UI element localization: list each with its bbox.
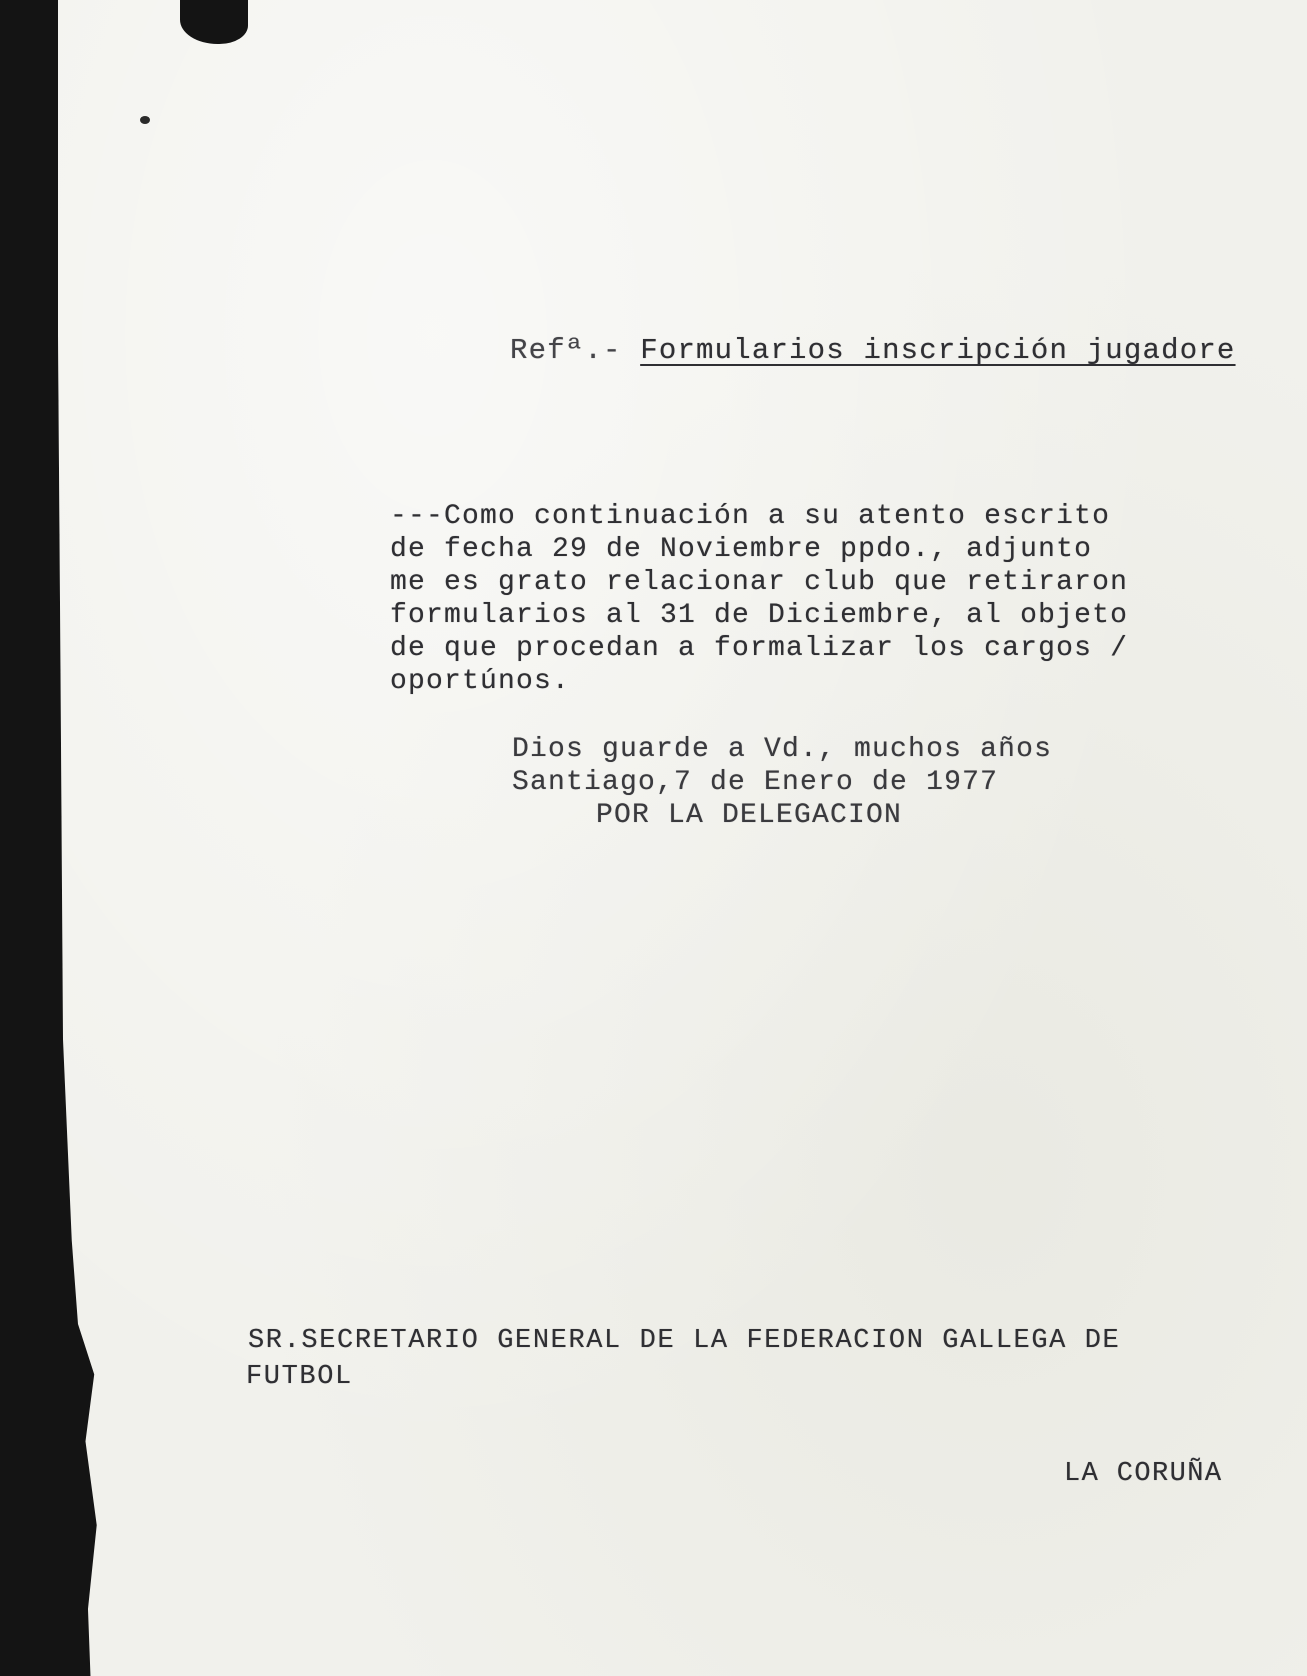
reference-line	[510, 334, 1236, 367]
body-line: de fecha 29 de Noviembre ppdo., adjunto	[390, 534, 1093, 565]
body-line: formularios al 31 de Diciembre, al objeto	[390, 600, 1129, 631]
destination-city: LA CORUÑA	[1064, 1459, 1223, 1489]
closing-place-date: Santiago,7 de Enero de 1977	[512, 767, 999, 798]
paper-sheet	[58, 0, 1307, 1676]
letter-body	[390, 500, 1128, 698]
closing-greeting: Dios guarde a Vd., muchos años	[512, 734, 1053, 765]
closing-signatory: POR LA DELEGACION	[596, 800, 903, 831]
addressee-line: FUTBOL	[246, 1362, 353, 1392]
ink-speck	[140, 116, 150, 124]
reference-subject: Formularios inscripción jugadore	[640, 334, 1236, 367]
body-line: oportúnos.	[390, 666, 571, 697]
body-line: ---Como continuación a su atento escrito	[390, 501, 1111, 532]
body-line: me es grato relacionar club que retiraron	[390, 567, 1129, 598]
closing-block	[512, 733, 1052, 832]
addressee-block	[248, 1323, 1120, 1395]
addressee-line: SR.SECRETARIO GENERAL DE LA FEDERACION GALLEGA DE	[248, 1326, 1121, 1356]
reference-label: Refª.-	[510, 334, 622, 367]
body-line: de que procedan a formalizar los cargos /	[390, 633, 1129, 664]
